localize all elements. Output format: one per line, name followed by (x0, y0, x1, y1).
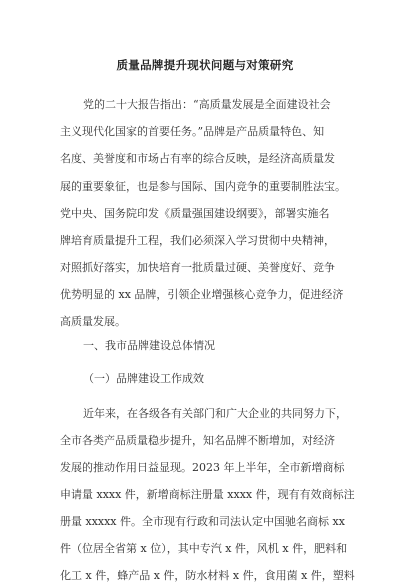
intro-line: 高质量发展。 (60, 315, 126, 328)
intro-line: 主义现代化国家的首要任务。”品牌是产品质量特色、知 (60, 125, 325, 138)
intro-line: 党的二十大报告指出：“高质量发展是全面建设社会 (83, 98, 331, 111)
intro-line: 名度、美誉度和市场占有率的综合反映，是经济高质量发 (60, 152, 335, 165)
detail-line: 化工 x 件，蜂产品 x 件，防水材料 x 件，食用菌 x 件，塑料 (60, 569, 355, 582)
detail-line: 全市各类产品质量稳步提升，知名品牌不断增加，对经济 (60, 434, 335, 447)
detail-line: 件（位居全省第 x 位），其中专汽 x 件，风机 x 件，肥料和 (60, 542, 348, 555)
intro-line: 党中央、国务院印发《质量强国建设纲要》，部署实施名 (60, 207, 330, 220)
document-title: 质量品牌提升现状问题与对策研究 (116, 58, 294, 72)
intro-line: 牌培育质量提升工程，我们必须深入学习贯彻中央精神， (60, 234, 335, 247)
detail-line: 发展的推动作用日益显现。2023 年上半年，全市新增商标 (60, 461, 345, 474)
section-heading: 一、我市品牌建设总体情况 (83, 339, 215, 352)
detail-line: 册量 xxxxx 件。全市现有行政和司法认定中国驰名商标 xx (60, 515, 345, 528)
intro-line: 优势明显的 xx 品牌，引领企业增强核心竞争力，促进经济 (60, 288, 344, 301)
intro-line: 对照抓好落实，加快培育一批质量过硬、美誉度好、竞争 (60, 261, 335, 274)
detail-line: 申请量 xxxx 件，新增商标注册量 xxxx 件，现有有效商标注 (60, 488, 355, 501)
intro-line: 展的重要象征，也是参与国际、国内竞争的重要制胜法宝。 (60, 180, 346, 193)
detail-line: 近年来，在各级各有关部门和广大企业的共同努力下， (83, 407, 347, 420)
subsection-heading: （一）品牌建设工作成效 (83, 372, 204, 385)
